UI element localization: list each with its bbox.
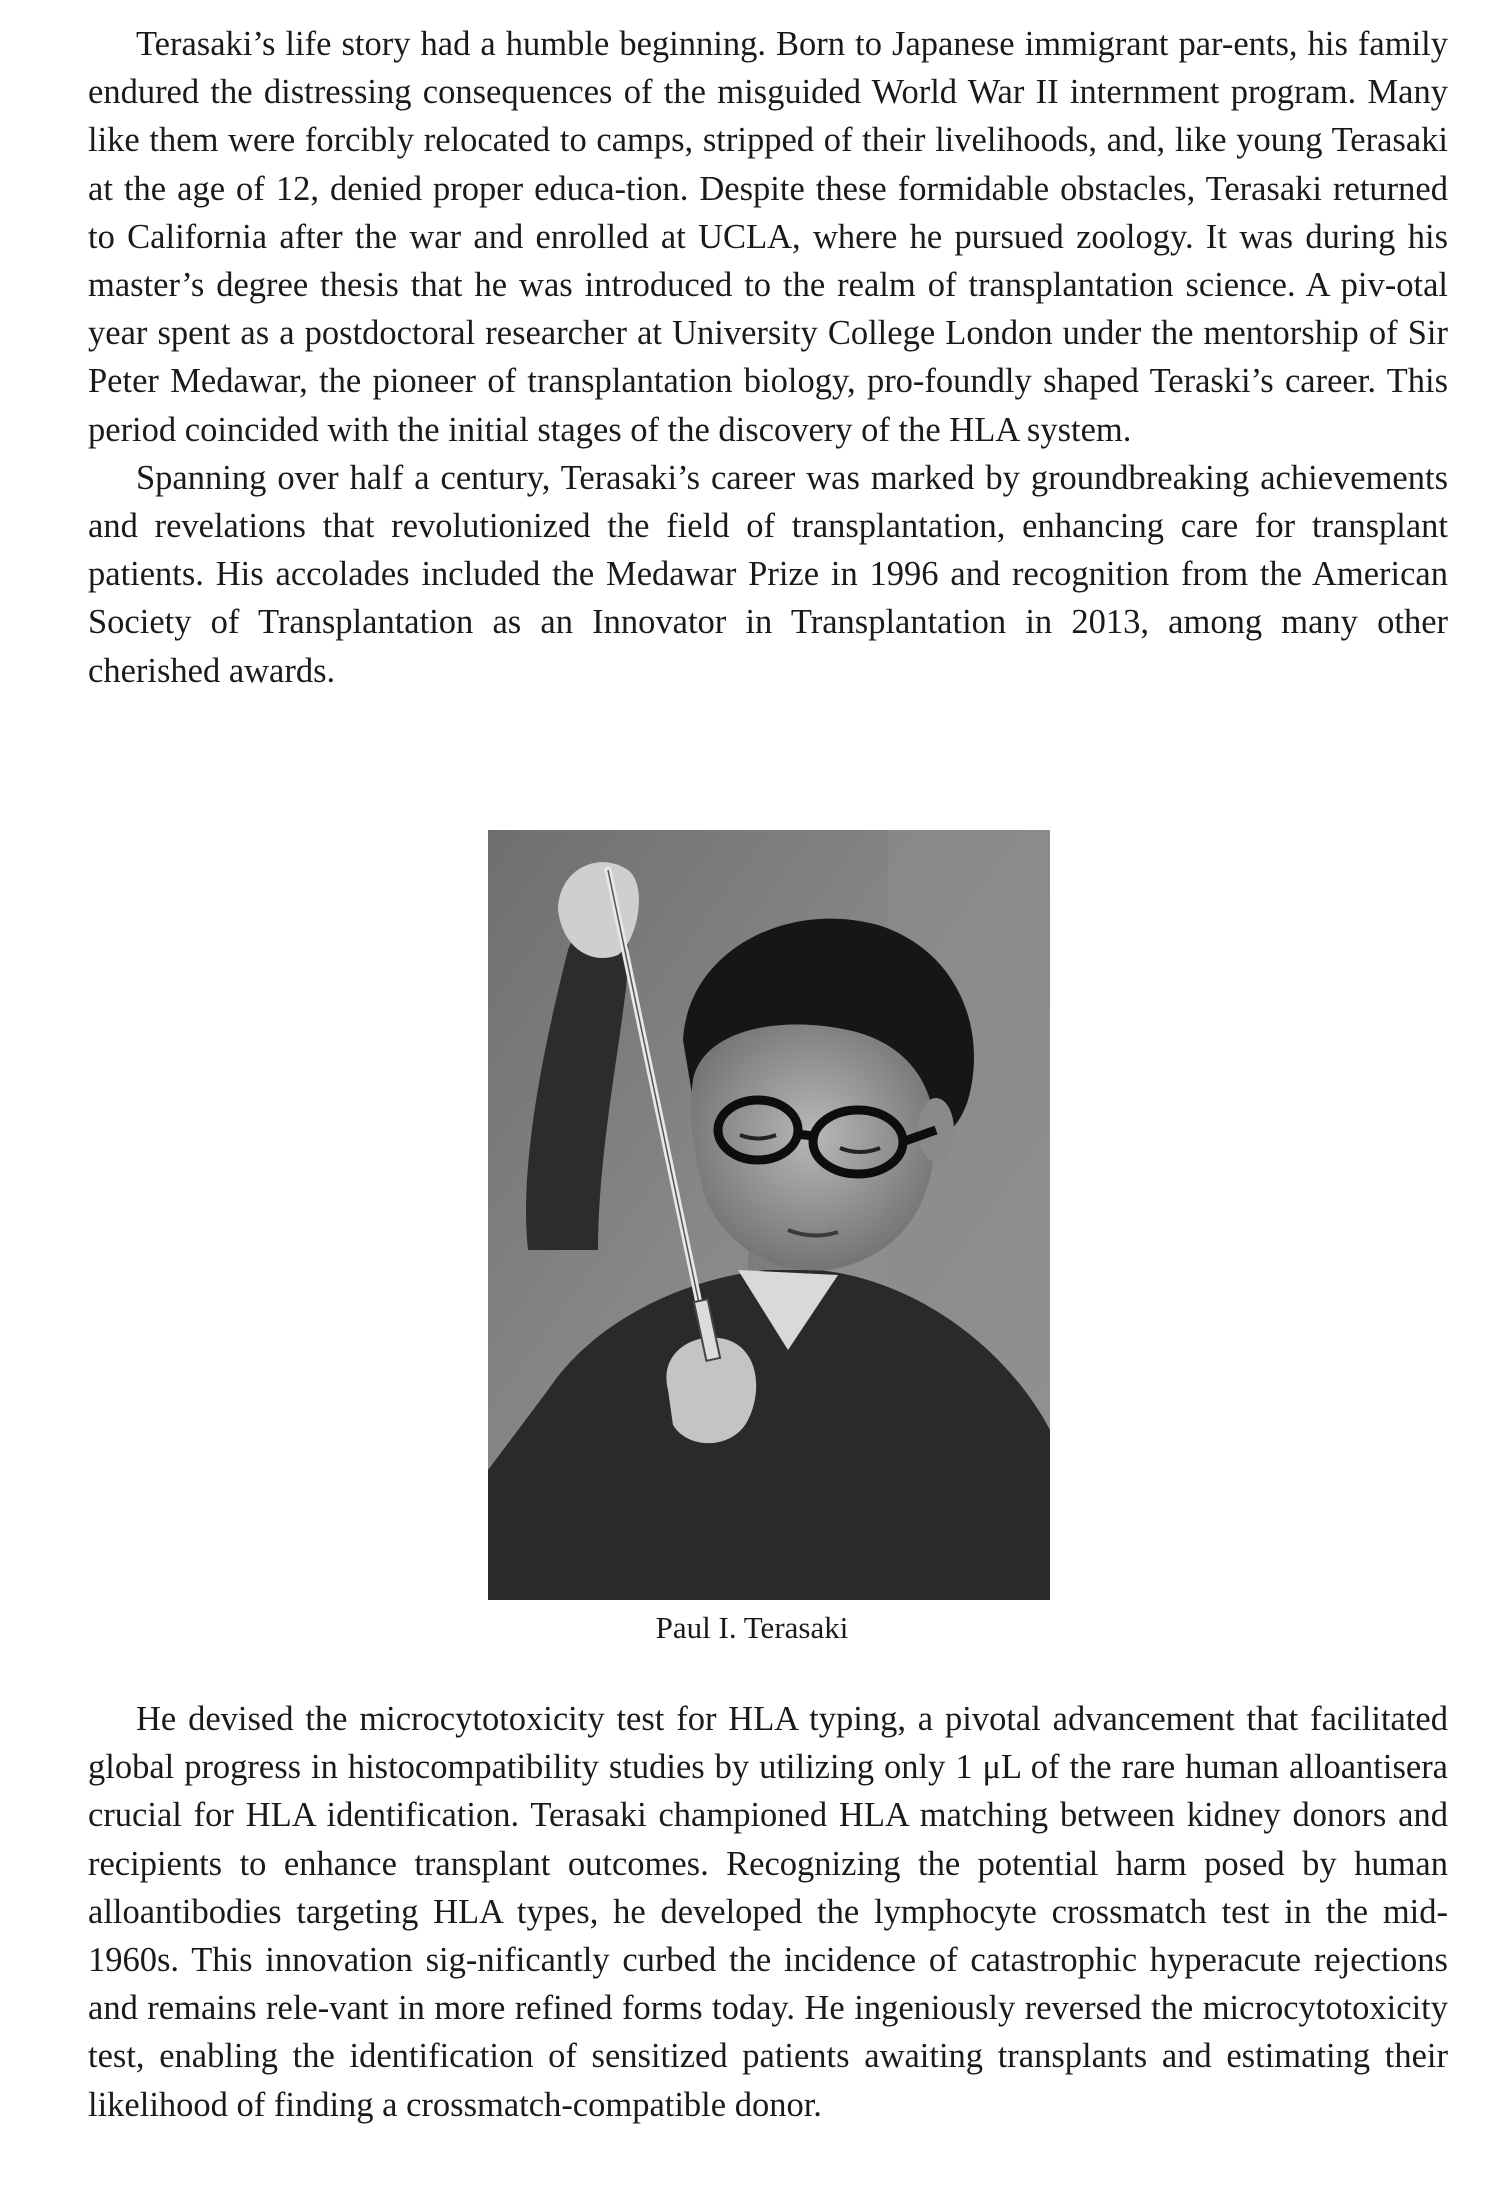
paragraph-career: Spanning over half a century, Terasaki’s career was marked by groundbreaking achievements and revelations that revolutionized the field of transplantation, enhancing care for transplant patients. His accolades included the Medawar Prize in 1996 and recognition from the American Society of Transplantation as an Innovator in Transplantation in 2013, among many other cherished awards. (88, 458, 1448, 690)
portrait-figure (488, 830, 1050, 1600)
paragraph-microcytotoxicity: He devised the microcytotoxicity test for HLA typing, a pivotal advancement that facilitated global progress in histocompatibility studies by utilizing only 1 μL of the rare human alloantisera crucial for HLA identification. Terasaki championed HLA matching between kidney donors and recipients to enhance transplant outcomes. Recognizing the potential harm posed by human alloantibodies targeting HLA types, he developed the lymphocyte crossmatch test in the mid-1960s. This innovation sig-nificantly curbed the incidence of catastrophic hyperacute rejections and remains rele-vant in more refined forms today. He ingeniously reversed the microcytotoxicity test, enabling the identification of sensitized patients awaiting transplants and estimating their likelihood of finding a crossmatch-compatible donor. (88, 1700, 1448, 2124)
text-block-top (88, 20, 1448, 695)
text-block-bottom (88, 1695, 1448, 2129)
portrait-photo (488, 830, 1050, 1600)
paragraph-early-life: Terasaki’s life story had a humble beginning. Born to Japanese immigrant par-ents, his family endured the distressing consequences of the misguided World War II internment program. Many like them were forcibly relocated to camps, stripped of their livelihoods, and, like young Terasaki at the age of 12, denied proper educa-tion. Despite these formidable obstacles, Terasaki returned to California after the war and enrolled at UCLA, where he pursued zoology. It was during his master’s degree thesis that he was introduced to the realm of transplantation science. A piv-otal year spent as a postdoctoral researcher at University College London under the mentorship of Sir Peter Medawar, the pioneer of transplantation biology, pro-foundly shaped Teraski’s career. This period coincided with the initial stages of the discovery of the HLA system. (88, 25, 1448, 449)
figure-caption: Paul I. Terasaki (655, 1610, 849, 1645)
